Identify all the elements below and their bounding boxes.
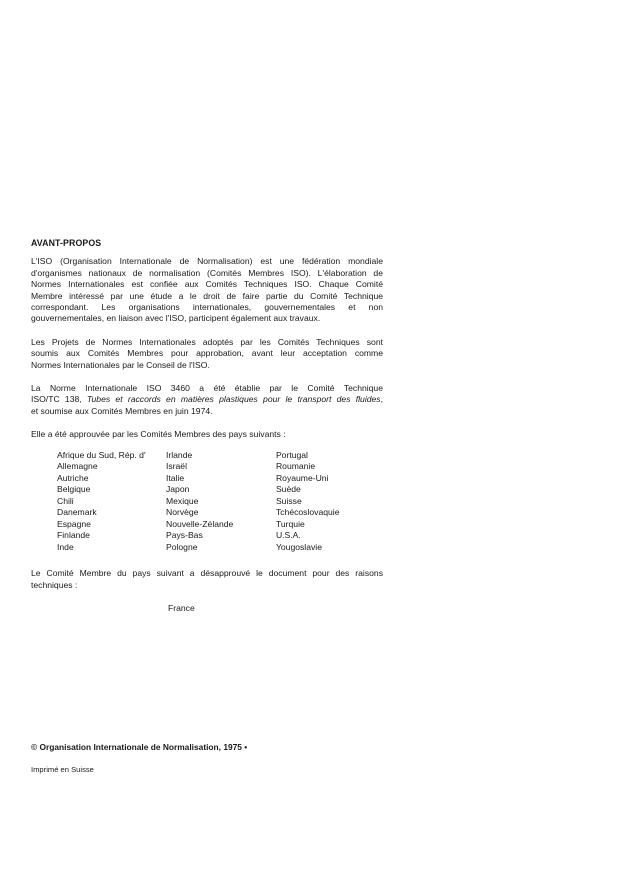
country-item: Inde bbox=[57, 541, 74, 552]
countries-column-1 bbox=[57, 450, 166, 554]
paragraph-line: Normes Internationales est confiée aux Comités Techniques ISO. Chaque Comité bbox=[31, 279, 383, 290]
paragraph-line: Le Comité Membre du pays suivant a désapprouvé le document pour des raisons bbox=[31, 568, 383, 579]
country-item: Nouvelle-Zélande bbox=[165, 518, 234, 529]
paragraph-line bbox=[31, 394, 383, 405]
foreword-heading: AVANT-PROPOS bbox=[31, 238, 102, 248]
iso-intro-paragraph bbox=[31, 256, 383, 324]
country-item: Finlande bbox=[57, 530, 90, 541]
country-item: Japon bbox=[165, 484, 190, 495]
country-item: Chili bbox=[57, 495, 74, 506]
draft-standards-paragraph bbox=[31, 337, 383, 371]
country-item: Allemagne bbox=[57, 461, 98, 472]
country-item: Pologne bbox=[165, 541, 198, 552]
paragraph-line: La Norme Internationale ISO 3460 a été établie par le Comité Technique bbox=[31, 383, 383, 394]
approving-countries-list bbox=[57, 450, 383, 554]
paragraph-line: Membre intéressé par une étude a le droit de faire partie du Comité Technique bbox=[31, 290, 383, 301]
country-item: Mexique bbox=[165, 495, 199, 506]
country-item: Autriche bbox=[57, 472, 89, 483]
countries-column-3 bbox=[276, 450, 383, 554]
country-item: Afrique du Sud, Rép. d' bbox=[57, 449, 146, 460]
approval-intro: Elle a été approuvée par les Comités Membres des pays suivants : bbox=[31, 429, 286, 440]
country-item: Portugal bbox=[275, 449, 308, 460]
country-item: Pays-Bas bbox=[165, 530, 203, 541]
standard-origin-paragraph bbox=[31, 383, 383, 417]
paragraph-line: techniques : bbox=[31, 579, 78, 590]
countries-column-2 bbox=[166, 450, 276, 554]
country-item: Irlande bbox=[165, 449, 193, 460]
foreword-section bbox=[31, 238, 383, 614]
country-item: Roumanie bbox=[275, 461, 316, 472]
country-item: Danemark bbox=[57, 507, 97, 518]
committee-title: Tubes et raccords en matières plastiques pour le transport des fluides bbox=[86, 394, 381, 405]
country-item: U.S.A. bbox=[275, 530, 301, 541]
country-item: Italie bbox=[165, 472, 185, 483]
committee-ref: ISO/TC 138, bbox=[31, 394, 87, 405]
paragraph-line: Les Projets de Normes Internationales adoptés par les Comités Techniques sont bbox=[31, 336, 383, 347]
country-item: Norvège bbox=[165, 507, 199, 518]
paragraph-line: Normes Internationales par le Conseil de l'ISO. bbox=[31, 359, 210, 370]
country-item: Israël bbox=[165, 461, 187, 472]
paragraph-line: soumis aux Comités Membres pour approbation, avant leur acceptation comme bbox=[31, 348, 383, 359]
copyright-notice: © Organisation Internationale de Normalisation, 1975 • bbox=[31, 742, 248, 752]
country-item: Tchécoslovaquie bbox=[275, 507, 340, 518]
paragraph-line: correspondant. Les organisations internationales, gouvernementales et non bbox=[31, 302, 383, 313]
paragraph-line: L'ISO (Organisation Internationale de Normalisation) est une fédération mondiale bbox=[31, 256, 383, 267]
paragraph-line: d'organismes nationaux de normalisation (Comités Membres ISO). L'élaboration de bbox=[31, 267, 383, 278]
paragraph-line: et soumise aux Comités Membres en juin 1974. bbox=[31, 405, 213, 416]
print-location: Imprimé en Suisse bbox=[31, 765, 94, 774]
paragraph-line: gouvernementales, en liaison avec l'ISO, participent également aux travaux. bbox=[31, 313, 321, 324]
dissenting-country: France bbox=[168, 603, 195, 613]
country-item: Espagne bbox=[57, 518, 91, 529]
country-item: Suède bbox=[275, 484, 301, 495]
country-item: Royaume-Uni bbox=[275, 472, 329, 483]
punctuation: , bbox=[380, 394, 383, 405]
country-item: Belgique bbox=[57, 484, 91, 495]
country-item: Turquie bbox=[275, 518, 305, 529]
country-item: Suisse bbox=[275, 495, 302, 506]
disapproval-paragraph bbox=[31, 568, 383, 591]
country-item: Yougoslavie bbox=[275, 541, 322, 552]
